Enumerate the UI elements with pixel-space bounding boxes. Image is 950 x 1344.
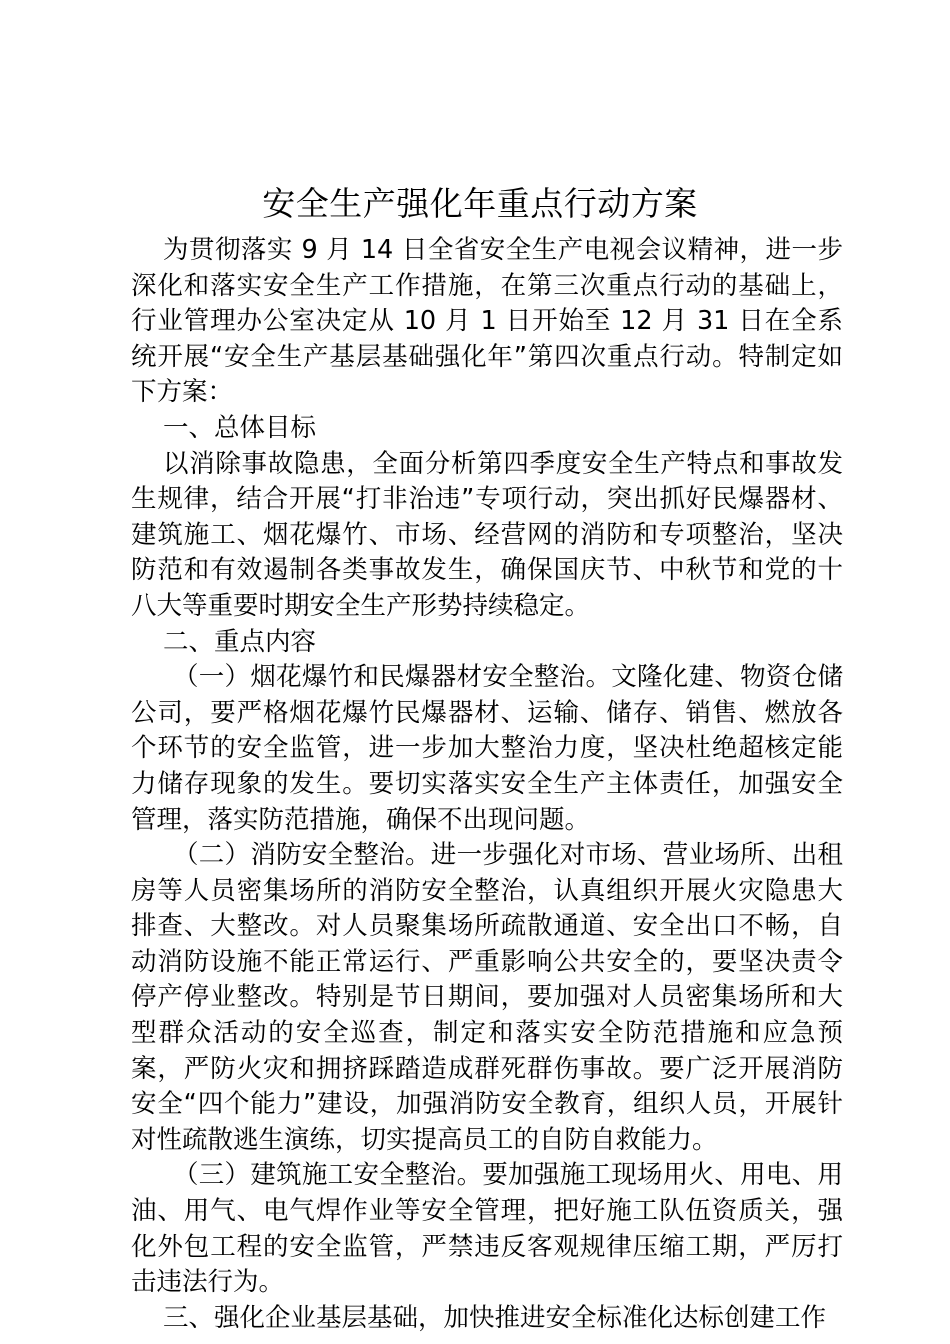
document-title: 安全生产强化年重点行动方案 bbox=[262, 184, 698, 223]
section-heading-2: 二、重点内容 bbox=[163, 626, 317, 657]
section-heading-1: 一、总体目标 bbox=[163, 412, 317, 443]
section-2-item-2: （二）消防安全整治。进一步强化对市场、营业场所、出租房等人员密集场所的消防安全整治，认真组织开展火灾隐患大排查、大整改。对人员聚集场所疏散通道、安全出口不畅，自动消防设施不能正常运行、严重影响公共安全的，要坚决责令停产停业整改。特别是节日期间，要加强对人员密集场所和大型群众活动的安全巡查，制定和落实安全防范措施和应急预案，严防火灾和拥挤踩踏造成群死群伤事故。要广泛开展消防安全“四个能力”建设，加强消防安全教育，组织人员，开展针对性疏散逃生演练，切实提高员工的自防自救能力。 bbox=[131, 840, 843, 1155]
section-2-item-3: （三）建筑施工安全整治。要加强施工现场用火、用电、用油、用气、电气焊作业等安全管理，把好施工队伍资质关，强化外包工程的安全监管，严禁违反客观规律压缩工期，严厉打击违法行为。 bbox=[131, 1160, 843, 1298]
document-body bbox=[131, 233, 843, 1336]
intro-paragraph: 为贯彻落实 9 月 14 日全省安全生产电视会议精神，进一步深化和落实安全生产工作措施，在第三次重点行动的基础上，行业管理办公室决定从 10 月 1 日开始至 12 月 31 日在全系统开展“安全生产基层基础强化年”第四次重点行动。特制定如下方案： bbox=[131, 235, 843, 408]
section-1-paragraph: 以消除事故隐患，全面分析第四季度安全生产特点和事故发生规律，结合开展“打非治违”专项行动，突出抓好民爆器材、建筑施工、烟花爆竹、市场、经营网的消防和专项整治，坚决防范和有效遏制各类事故发生，确保国庆节、中秋节和党的十八大等重要时期安全生产形势持续稳定。 bbox=[131, 448, 843, 621]
section-2-item-1: （一）烟花爆竹和民爆器材安全整治。文隆化建、物资仓储公司，要严格烟花爆竹民爆器材、运输、储存、销售、燃放各个环节的安全监管，进一步加大整治力度，坚决杜绝超核定能力储存现象的发生。要切实落实安全生产主体责任，加强安全管理，落实防范措施，确保不出现问题。 bbox=[131, 662, 843, 835]
section-heading-3: 三、强化企业基层基础，加快推进安全标准化达标创建工作 bbox=[163, 1302, 827, 1333]
